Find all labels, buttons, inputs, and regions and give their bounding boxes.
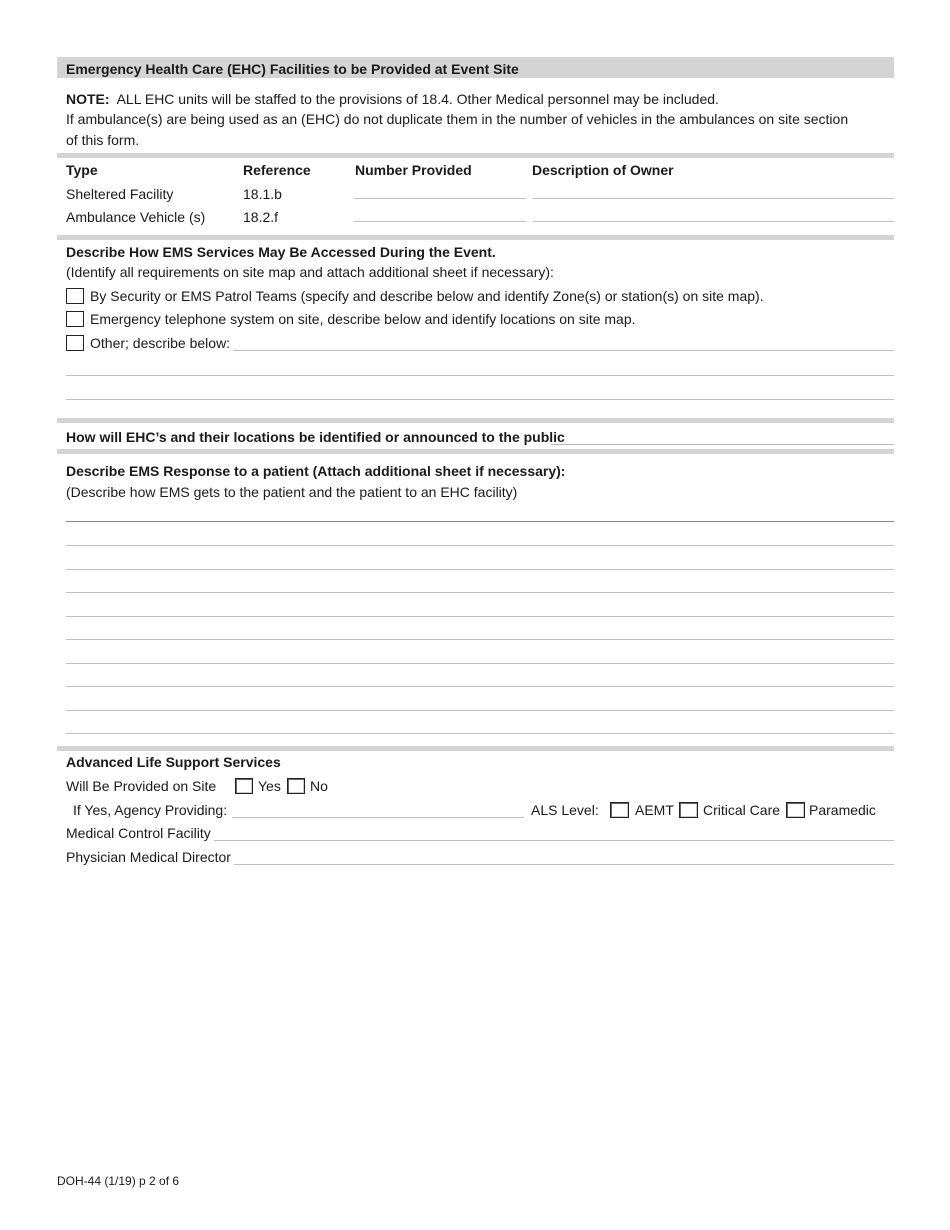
als-agency-field[interactable] (232, 817, 524, 818)
als-yes-label: Yes (258, 778, 281, 794)
row-sheltered-type: Sheltered Facility (66, 186, 174, 202)
als-title: Advanced Life Support Services (66, 754, 281, 770)
als-paramedic-checkbox[interactable] (786, 802, 805, 818)
als-aemt-label: AEMT (635, 802, 674, 818)
other-description-line-2[interactable] (66, 375, 894, 376)
als-level-label: ALS Level: (531, 802, 599, 818)
col-header-owner: Description of Owner (532, 162, 674, 178)
row-ambulance-type: Ambulance Vehicle (s) (66, 209, 206, 225)
ems-access-title: Describe How EMS Services May Be Accessed During the Event. (66, 244, 496, 260)
ems-response-line[interactable] (66, 521, 894, 522)
divider-band (57, 746, 894, 751)
physician-director-field[interactable] (234, 864, 894, 865)
divider-band (57, 449, 894, 454)
ems-response-title: Describe EMS Response to a patient (Attach additional sheet if necessary): (66, 463, 566, 479)
footer-form-id: DOH-44 (1/19) p 2 of 6 (57, 1174, 180, 1188)
telephone-system-checkbox[interactable] (66, 311, 84, 327)
row-sheltered-reference: 18.1.b (243, 186, 282, 202)
ems-response-line[interactable] (66, 545, 894, 546)
section-title: Emergency Health Care (EHC) Facilities to be Provided at Event Site (66, 61, 519, 77)
divider-band (57, 418, 894, 423)
ems-response-line[interactable] (66, 592, 894, 593)
als-provided-label: Will Be Provided on Site (66, 778, 217, 794)
sheltered-owner-field[interactable] (533, 198, 894, 199)
ems-response-line[interactable] (66, 686, 894, 687)
other-checkbox[interactable] (66, 335, 84, 351)
als-no-label: No (310, 778, 328, 794)
medical-control-field[interactable] (214, 840, 894, 841)
ems-response-line[interactable] (66, 616, 894, 617)
ehc-identified-field[interactable] (551, 444, 894, 445)
note-label: NOTE: (66, 91, 110, 107)
sheltered-number-field[interactable] (354, 198, 526, 199)
als-agency-label: If Yes, Agency Providing: (73, 802, 228, 818)
ems-response-line[interactable] (66, 710, 894, 711)
patrol-teams-label: By Security or EMS Patrol Teams (specify and describe below and identify Zone(s) or station(s) on site map). (90, 288, 764, 304)
telephone-system-label: Emergency telephone system on site, describe below and identify locations on site map. (90, 311, 636, 327)
row-ambulance-reference: 18.2.f (243, 209, 279, 225)
other-description-field[interactable] (233, 350, 894, 351)
medical-control-label: Medical Control Facility (66, 825, 211, 841)
col-header-reference: Reference (243, 162, 311, 178)
als-aemt-checkbox[interactable] (610, 802, 629, 818)
note-line-1 (66, 91, 719, 107)
als-critical-care-label: Critical Care (703, 802, 781, 818)
ems-response-line[interactable] (66, 639, 894, 640)
ambulance-owner-field[interactable] (533, 221, 894, 222)
patrol-teams-checkbox[interactable] (66, 288, 84, 304)
divider-band (57, 235, 894, 240)
ems-access-subtitle: (Identify all requirements on site map and attach additional sheet if necessary): (66, 264, 554, 280)
other-label: Other; describe below: (90, 335, 231, 351)
ems-response-subtitle: (Describe how EMS gets to the patient and the patient to an EHC facility) (66, 484, 518, 500)
note-line-3: of this form. (66, 132, 140, 148)
col-header-type: Type (66, 162, 98, 178)
other-description-line-3[interactable] (66, 399, 894, 400)
als-yes-checkbox[interactable] (235, 778, 253, 794)
col-header-number: Number Provided (355, 162, 472, 178)
physician-director-label: Physician Medical Director (66, 849, 231, 865)
note-line-2: If ambulance(s) are being used as an (EHC) do not duplicate them in the number of vehicles in the ambulances on site section (66, 111, 849, 127)
ems-response-line[interactable] (66, 569, 894, 570)
note-text-1: ALL EHC units will be staffed to the provisions of 18.4. Other Medical personnel may be included. (116, 91, 719, 107)
ems-response-line[interactable] (66, 663, 894, 664)
ambulance-number-field[interactable] (354, 221, 526, 222)
ems-response-line[interactable] (66, 733, 894, 734)
als-paramedic-label: Paramedic (809, 802, 876, 818)
ehc-identified-label: How will EHC’s and their locations be identified or announced to the public (66, 429, 565, 445)
als-critical-care-checkbox[interactable] (679, 802, 698, 818)
divider-band (57, 153, 894, 158)
als-no-checkbox[interactable] (287, 778, 305, 794)
